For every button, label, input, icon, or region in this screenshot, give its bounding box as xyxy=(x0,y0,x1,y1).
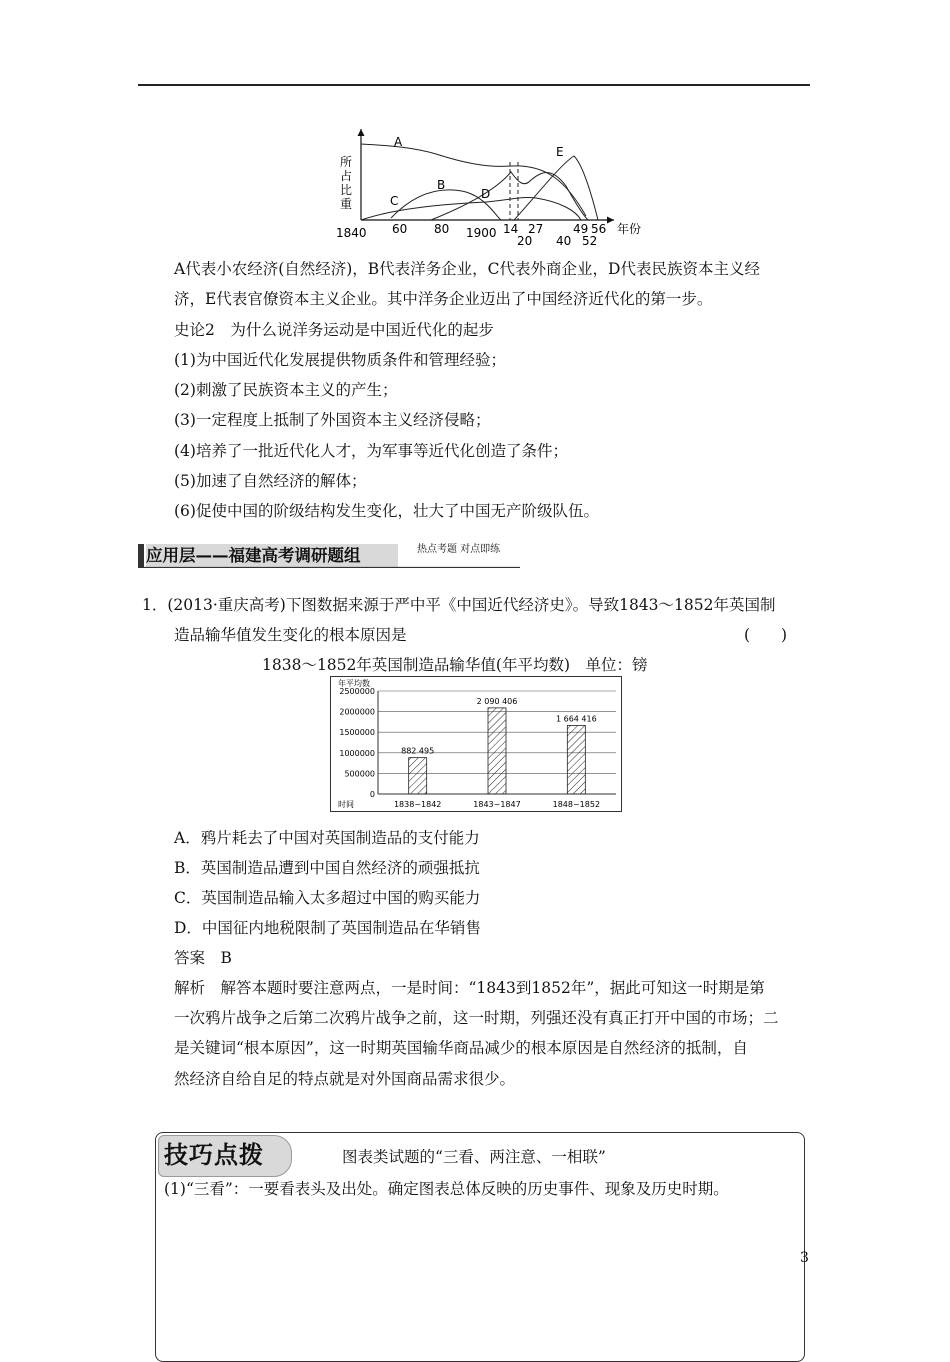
section-subtitle: 热点考题 对点即练 xyxy=(417,544,501,555)
option-a: A．鸦片耗去了中国对英国制造品的支付能力 xyxy=(174,829,480,847)
category-label: 1838~1842 xyxy=(393,800,442,809)
bar-value-label: 2 090 406 xyxy=(476,696,518,706)
page-number: 3 xyxy=(800,1250,809,1266)
explanation-line-1: A代表小农经济(自然经济)，B代表洋务企业，C代表外商企业，D代表民族资本主义经 xyxy=(174,260,760,278)
argument-item: (6)促使中国的阶级结构发生变化，壮大了中国无产阶级队伍。 xyxy=(174,502,599,520)
y-tick-label: 1000000 xyxy=(339,748,375,758)
y-tick-label: 2500000 xyxy=(339,687,375,696)
answer: 答案 B xyxy=(174,949,232,967)
x-tick: 27 xyxy=(528,222,544,236)
y-label-char: 所 xyxy=(340,155,353,169)
x-tick: 60 xyxy=(392,222,408,236)
series-label-e: E xyxy=(556,145,564,159)
bar-value-label: 1 664 416 xyxy=(555,714,597,724)
category-label: 1848~1852 xyxy=(552,800,601,809)
y-tick-label: 0 xyxy=(369,790,375,799)
y-tick-label: 1500000 xyxy=(339,728,375,738)
y-label-char: 比 xyxy=(340,183,353,197)
curve-e xyxy=(514,156,598,220)
answer-bracket: ( ) xyxy=(744,626,788,644)
bar-value-label: 882 495 xyxy=(401,746,435,756)
x-tick: 49 xyxy=(573,222,589,236)
x-tick: 80 xyxy=(434,222,450,236)
explanation-line-2: 济，E代表官僚资本主义企业。其中洋务企业迈出了中国经济近代化的第一步。 xyxy=(174,290,713,308)
bar xyxy=(567,725,585,794)
option-b: B．英国制造品遭到中国自然经济的顽强抵抗 xyxy=(174,859,480,877)
y-axis-label: 年平均数 xyxy=(338,679,370,688)
analysis-line: 然经济自给自足的特点就是对外国商品需求很少。 xyxy=(174,1070,516,1088)
x-tick: 52 xyxy=(582,234,598,246)
argument-item: (3)一定程度上抵制了外国资本主义经济侵略； xyxy=(174,411,491,429)
series-label-d: D xyxy=(481,187,491,201)
bar xyxy=(488,708,506,794)
option-c: C．英国制造品输入太多超过中国的购买能力 xyxy=(174,889,481,907)
analysis-line: 一次鸦片战争之后第二次鸦片战争之前，这一时期，列强还没有真正打开中国的市场；二 xyxy=(174,1009,779,1027)
argument-item: (5)加速了自然经济的解体； xyxy=(174,472,367,490)
tip-title: 图表类试题的“三看、两注意、一相联” xyxy=(342,1148,606,1166)
y-tick-label: 2000000 xyxy=(339,707,375,717)
argument-title: 史论2 为什么说洋务运动是中国近代化的起步 xyxy=(174,321,494,339)
x-axis-label: 时间 xyxy=(338,800,354,809)
category-label: 1843~1847 xyxy=(473,800,521,809)
x-tick: 40 xyxy=(556,234,572,246)
analysis-line: 解析 解答本题时要注意两点，一是时间：“1843到1852年”，据此可知这一时期是第 xyxy=(174,979,765,997)
tip-line-1: (1)“三看”：一要看表头及出处。确定图表总体反映的历史事件、现象及历史时期。 xyxy=(164,1180,729,1198)
question-line-2: 造品输华值发生变化的根本原因是 xyxy=(174,626,407,644)
option-d: D．中国征内地税限制了英国制造品在华销售 xyxy=(174,919,481,937)
x-axis-unit: 年份 xyxy=(617,222,642,236)
header-rule xyxy=(138,84,810,86)
y-label-char: 重 xyxy=(340,197,353,211)
series-label-c: C xyxy=(390,194,399,208)
bar xyxy=(409,758,427,794)
argument-item: (1)为中国近代化发展提供物质条件和管理经验； xyxy=(174,351,506,369)
chart-caption: 1838～1852年英国制造品输华值(年平均数) 单位：镑 xyxy=(262,656,648,674)
economy-evolution-chart xyxy=(336,126,686,246)
x-tick: 14 xyxy=(503,222,519,236)
section-title: 应用层——福建高考调研题组 xyxy=(146,546,361,565)
y-label-char: 占 xyxy=(340,169,353,183)
analysis-line: 是关键词“根本原因”，这一时期英国输华商品减少的根本原因是自然经济的抵制，自 xyxy=(174,1039,748,1057)
argument-item: (4)培养了一批近代化人才，为军事等近代化创造了条件； xyxy=(174,442,568,460)
y-tick-label: 500000 xyxy=(344,769,375,779)
export-value-bar-chart xyxy=(330,676,622,812)
x-tick: 1840 xyxy=(336,226,367,240)
x-tick: 1900 xyxy=(466,226,497,240)
series-label-b: B xyxy=(437,178,446,192)
x-tick: 20 xyxy=(517,234,533,246)
series-label-a: A xyxy=(394,135,403,149)
question-line-1: 1．(2013·重庆高考)下图数据来源于严中平《中国近代经济史》。导致1843～1852年英国制 xyxy=(142,596,776,614)
x-tick: 56 xyxy=(591,222,607,236)
tip-badge-label: 技巧点拨 xyxy=(164,1141,264,1169)
argument-item: (2)刺激了民族资本主义的产生； xyxy=(174,381,398,399)
